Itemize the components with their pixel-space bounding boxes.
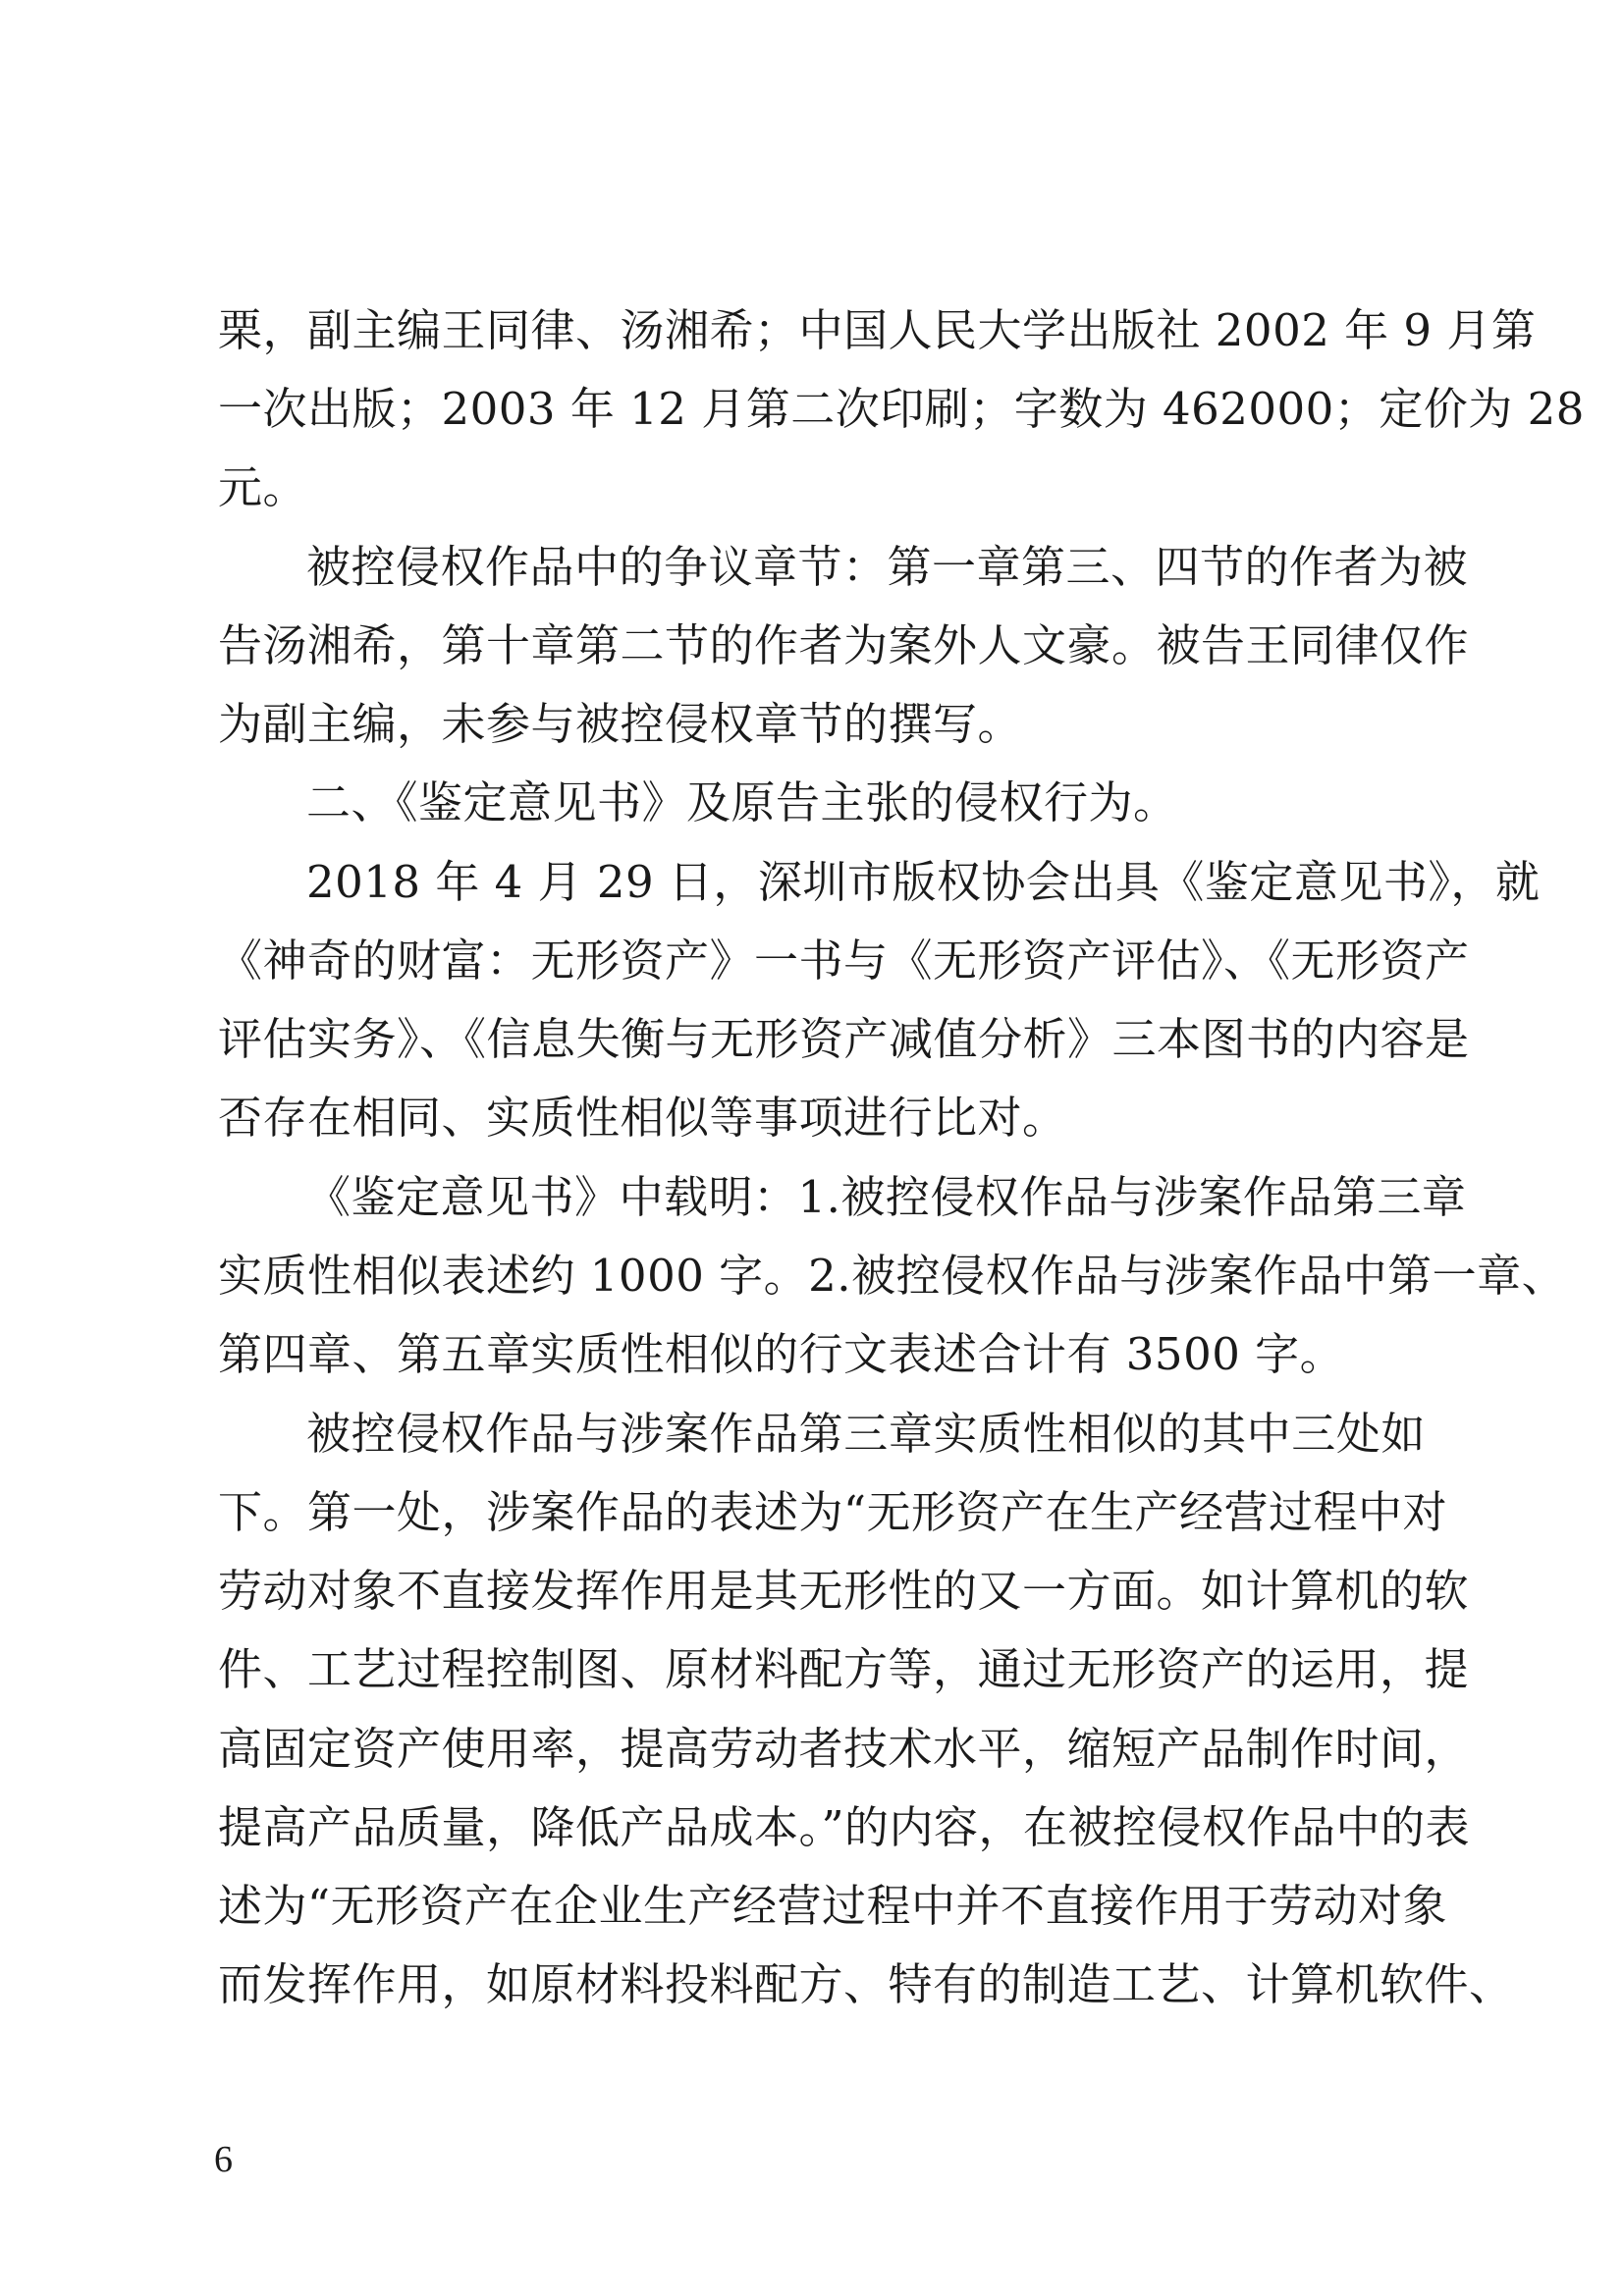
text-line-4: 被控侵权作品中的争议章节：第一章第三、四节的作者为被 bbox=[306, 541, 1469, 593]
text-line-9: 《神奇的财富：无形资产》一书与《无形资产评估》、《无形资产 bbox=[218, 934, 1470, 987]
text-line-14: 第四章、第五章实质性相似的行文表述合计有 3500 字。 bbox=[218, 1328, 1345, 1380]
text-line-10: 评估实务》、《信息失衡与无形资产减值分析》三本图书的内容是 bbox=[218, 1013, 1470, 1065]
text-line-13: 实质性相似表述约 1000 字。2.被控侵权作品与涉案作品中第一章、 bbox=[218, 1250, 1567, 1302]
text-line-11: 否存在相同、实质性相似等事项进行比对。 bbox=[218, 1092, 1067, 1144]
text-line-20: 提高产品质量，降低产品成本。”的内容，在被控侵权作品中的表 bbox=[218, 1801, 1471, 1853]
text-line-17: 劳动对象不直接发挥作用是其无形性的又一方面。如计算机的软 bbox=[218, 1565, 1470, 1617]
page-number: 6 bbox=[214, 2139, 233, 2180]
text-line-3: 元。 bbox=[218, 461, 308, 513]
text-line-18: 件、工艺过程控制图、原材料配方等，通过无形资产的运用，提 bbox=[218, 1643, 1470, 1695]
text-line-5: 告汤湘希，第十章第二节的作者为案外人文豪。被告王同律仅作 bbox=[218, 619, 1470, 671]
text-line-6: 为副主编，未参与被控侵权章节的撰写。 bbox=[218, 698, 1023, 750]
text-line-15: 被控侵权作品与涉案作品第三章实质性相似的其中三处如 bbox=[306, 1408, 1426, 1460]
text-line-16: 下。第一处，涉案作品的表述为“无形资产在生产经营过程中对 bbox=[218, 1486, 1448, 1538]
text-line-2: 一次出版；2003 年 12 月第二次印刷；字数为 462000；定价为 28 bbox=[218, 383, 1585, 435]
text-line-12: 《鉴定意见书》中载明：1.被控侵权作品与涉案作品第三章 bbox=[306, 1171, 1467, 1223]
text-line-8: 2018 年 4 月 29 日，深圳市版权协会出具《鉴定意见书》，就 bbox=[306, 856, 1541, 908]
text-line-22: 而发挥作用，如原材料投料配方、特有的制造工艺、计算机软件、 bbox=[218, 1958, 1514, 2010]
text-line-19: 高固定资产使用率，提高劳动者技术水平，缩短产品制作时间， bbox=[218, 1723, 1470, 1775]
text-line-1: 栗，副主编王同律、汤湘希；中国人民大学出版社 2002 年 9 月第 bbox=[218, 304, 1537, 356]
section-heading: 二、《鉴定意见书》及原告主张的侵权行为。 bbox=[306, 776, 1178, 828]
text-line-21: 述为“无形资产在企业生产经营过程中并不直接作用于劳动对象 bbox=[218, 1880, 1448, 1932]
